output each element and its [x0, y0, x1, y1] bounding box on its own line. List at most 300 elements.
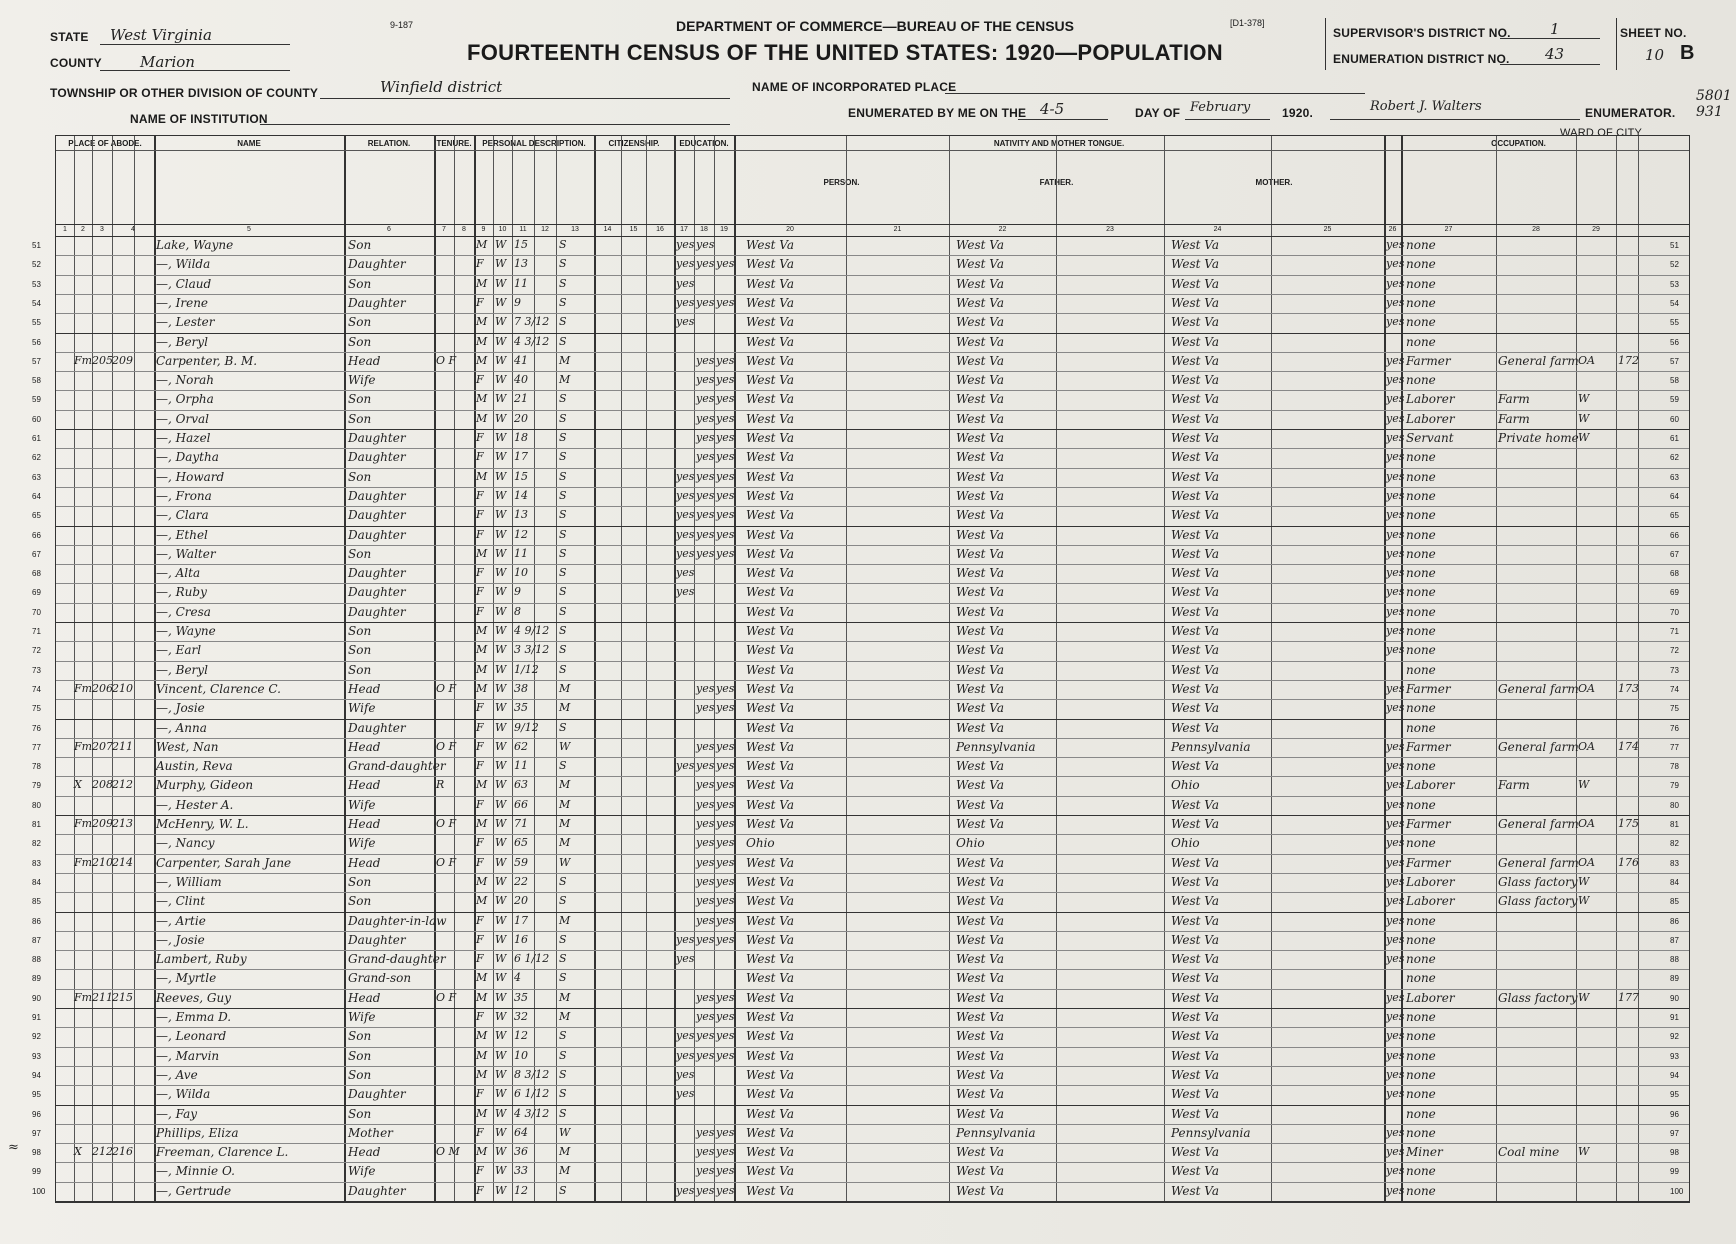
cell-name: —, Norah [156, 373, 214, 388]
cell-ms: S [559, 874, 567, 888]
cell-write: yes [716, 431, 735, 444]
cell-name: —, Beryl [156, 662, 208, 677]
cell-sex: F [476, 604, 484, 618]
line-number: 82 [1670, 839, 1679, 849]
cell-fpob: West Va [956, 373, 1004, 388]
cell-ms: S [559, 662, 567, 676]
line-number: 62 [32, 453, 41, 463]
cell-read: yes [696, 411, 715, 425]
column-rule [1496, 136, 1497, 1202]
row-rule [56, 313, 1689, 314]
line-number: 88 [32, 955, 41, 965]
cell-ind: General farm [1498, 681, 1579, 696]
cell-rel: Son [348, 315, 372, 330]
cell-read: yes [696, 257, 715, 271]
cell-mpob: West Va [1171, 257, 1219, 272]
row-rule [56, 969, 1689, 970]
line-number: 99 [1670, 1167, 1679, 1177]
cell-race: W [495, 450, 507, 464]
cell-write: yes [716, 373, 735, 387]
cell-ms: M [559, 817, 571, 830]
cell-mpob: West Va [1171, 797, 1219, 812]
column-number: 4 [131, 226, 135, 233]
cell-name: —, Anna [156, 720, 207, 735]
cell-mpob: West Va [1171, 1183, 1219, 1198]
column-number: 26 [1388, 226, 1397, 233]
cell-write: yes [716, 990, 735, 1004]
cell-fpob: West Va [956, 450, 1004, 465]
cell-dw: 205 [92, 353, 113, 367]
cell-ind: Farm [1498, 411, 1530, 426]
cell-sex: M [476, 662, 488, 676]
cell-race: W [495, 855, 507, 869]
row-rule [56, 429, 1689, 430]
row-rule [56, 1143, 1689, 1144]
cell-mpob: West Va [1171, 566, 1219, 581]
cell-ms: M [559, 681, 571, 695]
cell-read: yes [696, 855, 715, 869]
line-number: 92 [32, 1032, 41, 1042]
line-number: 97 [32, 1128, 41, 1138]
line-number: 75 [1670, 704, 1679, 714]
cell-write: yes [716, 1164, 735, 1178]
cell-pob: West Va [746, 585, 794, 600]
cell-write: yes [716, 836, 735, 850]
cell-mpob: West Va [1171, 913, 1219, 928]
cell-ms: W [559, 1125, 571, 1139]
cell-ms: S [559, 469, 567, 483]
cell-fpob: West Va [956, 971, 1004, 986]
cell-mpob: West Va [1171, 643, 1219, 658]
cell-read: yes [696, 894, 715, 908]
cell-ms: S [559, 1183, 567, 1197]
cell-read: yes [696, 1010, 715, 1023]
cell-age: 17 [514, 450, 528, 464]
cell-mpob: West Va [1171, 894, 1219, 909]
cell-name: Lake, Wayne [156, 238, 234, 252]
cell-write: yes [716, 295, 735, 309]
line-number: 64 [1670, 491, 1679, 501]
cell-read: yes [696, 546, 715, 560]
cell-eng: yes [1386, 643, 1405, 657]
line-number: 96 [1670, 1109, 1679, 1119]
cell-read: yes [696, 701, 715, 715]
row-rule [56, 1008, 1689, 1009]
cell-code: 172 [1618, 353, 1639, 367]
line-number: 62 [1670, 453, 1679, 463]
cell-fpob: West Va [956, 681, 1004, 696]
cell-mpob: West Va [1171, 353, 1219, 368]
cell-name: —, Walter [156, 546, 216, 561]
cell-fam: 213 [112, 817, 133, 830]
cell-read: yes [696, 238, 715, 251]
column-rule [434, 136, 436, 1202]
cell-sex: M [476, 353, 488, 367]
cell-sex: F [476, 1087, 484, 1101]
group-tenure: TENURE. [436, 139, 472, 148]
line-number: 84 [1670, 877, 1679, 887]
cell-race: W [495, 527, 507, 541]
row-rule [56, 873, 1689, 874]
cell-rel: Daughter [348, 1087, 406, 1102]
group-abode: PLACE OF ABODE. [68, 139, 142, 148]
row-rule [56, 545, 1689, 546]
row-rule [56, 950, 1689, 951]
cell-write: yes [716, 778, 735, 792]
column-rule [344, 136, 346, 1202]
line-number: 70 [1670, 607, 1679, 617]
cell-rel: Daughter [348, 257, 406, 272]
row-rule [56, 371, 1689, 372]
cell-eng: yes [1386, 488, 1405, 502]
cell-sex: F [476, 488, 484, 502]
cell-fpob: West Va [956, 817, 1004, 831]
cell-pob: West Va [746, 739, 794, 754]
cell-occ: none [1406, 1125, 1436, 1140]
cell-race: W [495, 913, 507, 927]
cell-eng: yes [1386, 604, 1405, 618]
row-rule [56, 410, 1689, 411]
cell-age: 35 [514, 990, 528, 1004]
cell-mpob: West Va [1171, 546, 1219, 561]
row-rule [56, 892, 1689, 893]
cell-ms: S [559, 1029, 567, 1043]
cell-ms: S [559, 488, 567, 502]
cell-mpob: West Va [1171, 1029, 1219, 1044]
supervisor-label: SUPERVISOR'S DISTRICT NO. [1333, 26, 1511, 40]
cell-mpob: West Va [1171, 1106, 1219, 1121]
group-name: NAME [237, 139, 261, 148]
line-number: 92 [1670, 1032, 1679, 1042]
township-label: TOWNSHIP OR OTHER DIVISION OF COUNTY [50, 86, 319, 100]
cell-name: Vincent, Clarence C. [156, 681, 281, 696]
sheet-side: B [1680, 42, 1695, 64]
month-value: February [1190, 100, 1251, 115]
line-number: 59 [32, 395, 41, 405]
cell-occ: none [1406, 643, 1436, 658]
cell-eng: yes [1386, 527, 1405, 541]
cell-race: W [495, 431, 507, 444]
cell-ms: M [559, 373, 571, 387]
cell-read: yes [696, 932, 715, 946]
cell-occ: none [1406, 759, 1436, 774]
cell-fpob: West Va [956, 566, 1004, 581]
cell-ms: S [559, 295, 567, 309]
cell-pob: West Va [746, 488, 794, 503]
cell-read: yes [696, 1125, 715, 1139]
line-number: 61 [1670, 434, 1679, 443]
line-number: 72 [32, 646, 41, 656]
cell-name: —, Alta [156, 566, 201, 581]
cell-ms: S [559, 450, 567, 464]
cell-name: —, Marvin [156, 1048, 220, 1063]
cell-race: W [495, 566, 507, 580]
cell-write: yes [716, 1125, 735, 1139]
cell-mpob: West Va [1171, 411, 1219, 426]
cell-race: W [495, 1164, 507, 1178]
line-number: 54 [1670, 298, 1679, 308]
cell-ms: M [559, 1164, 571, 1178]
line-number: 94 [1670, 1070, 1679, 1080]
cell-sch: yes [676, 276, 695, 290]
column-number: 16 [656, 226, 664, 233]
cell-st: Fm [74, 855, 93, 869]
cell-mpob: West Va [1171, 932, 1219, 947]
cell-race: W [495, 990, 507, 1004]
cell-read: yes [696, 913, 715, 927]
cell-sex: M [476, 817, 488, 830]
cell-dw: 206 [92, 681, 113, 695]
cell-age: 64 [514, 1125, 528, 1139]
cell-read: yes [696, 739, 715, 753]
cell-code: 175 [1618, 817, 1639, 830]
cell-occ: none [1406, 276, 1436, 291]
column-rule [454, 136, 455, 1202]
doc-number: [D1-378] [1230, 18, 1265, 28]
cell-write: yes [716, 817, 735, 830]
cell-race: W [495, 546, 507, 560]
cell-age: 11 [514, 276, 528, 290]
column-number: 14 [603, 226, 612, 233]
cell-sex: F [476, 1164, 484, 1178]
department-heading: DEPARTMENT OF COMMERCE—BUREAU OF THE CENSUS [676, 18, 1074, 34]
cell-eng: yes [1386, 1029, 1405, 1043]
cell-mpob: West Va [1171, 701, 1219, 716]
cell-age: 18 [514, 431, 528, 444]
row-rule [56, 622, 1689, 623]
cell-age: 66 [514, 797, 528, 811]
cell-write: yes [716, 932, 735, 946]
row-rule [56, 564, 1689, 565]
cell-occ: none [1406, 701, 1436, 716]
cell-eng: yes [1386, 624, 1405, 637]
cell-age: 20 [514, 894, 528, 908]
cell-rel: Head [348, 1145, 381, 1160]
cell-write: yes [716, 894, 735, 908]
cell-mpob: West Va [1171, 681, 1219, 696]
cell-fpob: West Va [956, 1183, 1004, 1198]
line-number: 52 [1670, 260, 1679, 270]
cell-fpob: West Va [956, 874, 1004, 889]
institution-label: NAME OF INSTITUTION [130, 112, 268, 126]
line-number: 70 [32, 607, 41, 617]
cell-pob: West Va [746, 450, 794, 465]
line-number: 79 [32, 781, 41, 791]
column-rule [621, 136, 622, 1202]
cell-eng: yes [1386, 450, 1405, 464]
line-number: 83 [32, 858, 41, 868]
cell-age: 4 [514, 971, 521, 985]
cell-age: 13 [514, 508, 528, 522]
cell-age: 59 [514, 855, 528, 869]
cell-sex: F [476, 431, 484, 444]
cell-sch: yes [676, 566, 695, 580]
cell-rel: Daughter [348, 1183, 406, 1198]
cell-race: W [495, 624, 507, 637]
row-rule [56, 390, 1689, 391]
cell-race: W [495, 411, 507, 425]
line-number: 56 [32, 337, 41, 347]
county-label: COUNTY [50, 56, 102, 70]
cell-sch: yes [676, 932, 695, 946]
cell-pob: West Va [746, 759, 794, 774]
cell-sch: yes [676, 1029, 695, 1043]
cell-rel: Daughter [348, 295, 406, 310]
row-rule [56, 1124, 1689, 1125]
cell-rel: Daughter [348, 932, 406, 947]
cell-ind: Glass factory [1498, 894, 1578, 909]
cell-write: yes [716, 392, 735, 406]
census-table [32, 135, 1690, 1203]
cell-own: O F [436, 817, 457, 830]
cell-pob: West Va [746, 431, 794, 445]
cell-name: —, Nancy [156, 836, 215, 851]
row-rule [56, 352, 1689, 353]
cell-fpob: West Va [956, 1106, 1004, 1121]
cell-name: West, Nan [156, 739, 219, 754]
cell-sex: M [476, 1029, 488, 1043]
line-number: 52 [32, 260, 41, 270]
cell-mpob: West Va [1171, 759, 1219, 774]
cell-mpob: West Va [1171, 604, 1219, 619]
cell-read: yes [696, 759, 715, 773]
cell-pob: West Va [746, 913, 794, 928]
cell-occ: Farmer [1406, 817, 1451, 831]
cell-name: —, Howard [156, 469, 225, 484]
cell-ms: M [559, 701, 571, 715]
cell-sex: M [476, 681, 488, 695]
line-number: 87 [1670, 935, 1679, 945]
cell-pob: West Va [746, 334, 794, 349]
cell-own: O F [436, 855, 457, 869]
cell-read: yes [696, 527, 715, 541]
cell-fam: 209 [112, 353, 133, 367]
cell-ms: M [559, 353, 571, 367]
cell-own: O F [436, 353, 457, 367]
column-number: 18 [700, 226, 708, 233]
cell-fpob: West Va [956, 508, 1004, 523]
cell-code: 174 [1618, 739, 1639, 753]
cell-pob: West Va [746, 817, 794, 831]
cell-fpob: West Va [956, 411, 1004, 426]
ward-label: WARD OF CITY [1560, 127, 1643, 139]
cell-write: yes [716, 1010, 735, 1023]
cell-rel: Daughter-in-law [348, 913, 447, 928]
cell-eng: yes [1386, 585, 1405, 599]
cell-sex: M [476, 546, 488, 560]
column-number: 10 [498, 226, 507, 233]
cell-fpob: West Va [956, 276, 1004, 291]
cell-name: McHenry, W. L. [156, 817, 249, 831]
row-rule [56, 699, 1689, 700]
cell-pob: West Va [746, 604, 794, 619]
cell-fam: 212 [112, 778, 133, 792]
cell-read: yes [696, 681, 715, 695]
group-personal: PERSONAL DESCRIPTION. [482, 139, 586, 148]
cell-pob: West Va [746, 1067, 794, 1082]
column-rule [1638, 136, 1639, 1202]
cell-ind: Glass factory [1498, 874, 1578, 889]
cell-eng: yes [1386, 566, 1405, 580]
cell-ms: S [559, 411, 567, 425]
cell-read: yes [696, 778, 715, 792]
row-rule [56, 603, 1689, 604]
column-number: 7 [442, 226, 446, 233]
margin-note: 5801 931 [1696, 88, 1732, 120]
cell-fpob: West Va [956, 1029, 1004, 1044]
cell-ms: S [559, 894, 567, 908]
line-number: 99 [32, 1167, 41, 1177]
cell-pob: West Va [746, 276, 794, 291]
cell-fpob: West Va [956, 604, 1004, 619]
cell-write: yes [716, 257, 735, 271]
cell-mpob: West Va [1171, 817, 1219, 831]
row-rule [56, 854, 1689, 855]
cell-race: W [495, 836, 507, 850]
row-rule [56, 255, 1689, 256]
cell-eng: yes [1386, 778, 1405, 792]
cell-occ: none [1406, 508, 1436, 523]
line-number: 75 [32, 704, 41, 714]
cell-sex: F [476, 585, 484, 599]
row-rule [56, 294, 1689, 295]
cell-write: yes [716, 1145, 735, 1159]
cell-emp: W [1578, 411, 1590, 425]
column-number: 13 [571, 226, 579, 233]
cell-rel: Son [348, 469, 372, 484]
enumerated-label: ENUMERATED BY ME ON THE [848, 106, 1027, 120]
cell-code: 177 [1618, 990, 1639, 1004]
cell-read: yes [696, 508, 715, 522]
column-rule [74, 136, 75, 1202]
cell-ind: Glass factory [1498, 990, 1578, 1005]
cell-write: yes [716, 450, 735, 464]
cell-name: —, Beryl [156, 334, 208, 349]
cell-ind: Coal mine [1498, 1145, 1560, 1160]
header-rule [56, 236, 1689, 237]
cell-pob: Ohio [746, 836, 775, 851]
line-number: 95 [1670, 1090, 1679, 1100]
line-number: 85 [32, 897, 41, 907]
line-number: 98 [1670, 1148, 1679, 1158]
cell-mpob: West Va [1171, 488, 1219, 503]
line-number: 93 [1670, 1051, 1679, 1061]
cell-sex: F [476, 257, 484, 271]
cell-rel: Daughter [348, 431, 406, 445]
cell-eng: yes [1386, 759, 1405, 773]
cell-race: W [495, 1067, 507, 1081]
cell-occ: none [1406, 624, 1436, 638]
cell-race: W [495, 1106, 507, 1120]
cell-race: W [495, 894, 507, 908]
cell-occ: none [1406, 238, 1436, 252]
cell-write: yes [716, 759, 735, 773]
line-number: 53 [32, 279, 41, 289]
column-number: 12 [541, 226, 549, 233]
row-rule [56, 583, 1689, 584]
cell-emp: OA [1578, 855, 1595, 869]
cell-write: yes [716, 411, 735, 425]
cell-name: —, Gertrude [156, 1183, 232, 1198]
cell-eng: yes [1386, 546, 1405, 560]
cell-mpob: West Va [1171, 585, 1219, 600]
cell-pob: West Va [746, 373, 794, 388]
column-number: 5 [247, 226, 251, 233]
cell-eng: yes [1386, 353, 1405, 367]
column-number: 3 [100, 226, 104, 233]
cell-rel: Son [348, 1067, 372, 1082]
cell-fam: 210 [112, 681, 133, 695]
